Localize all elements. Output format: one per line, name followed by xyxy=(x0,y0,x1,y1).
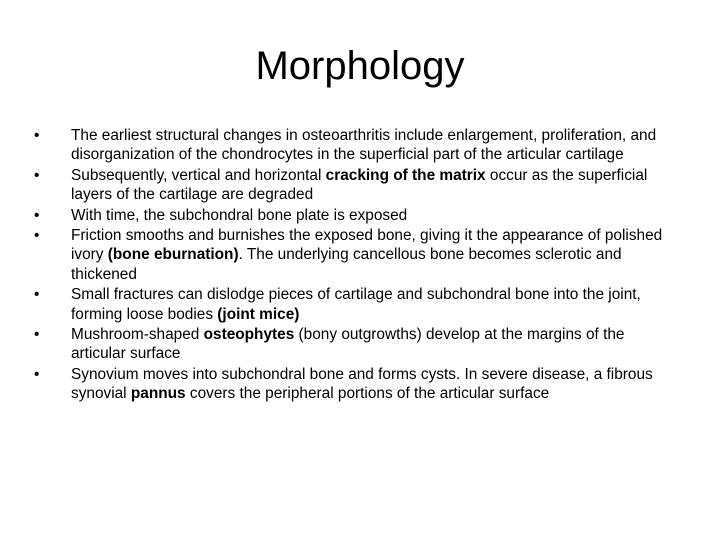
bullet-item xyxy=(34,285,674,324)
bullet-text: occur as the superficial layers of the cartilage are degraded xyxy=(71,166,648,204)
bullet-item xyxy=(34,206,674,225)
bullet-bold-text: (joint mice) xyxy=(217,305,300,323)
bullet-item xyxy=(34,166,674,205)
bullet-text: Small fractures can dislodge pieces of cartilage and subchondral bone into the joint, forming loose bodies xyxy=(71,286,641,323)
bullet-bold-text: (bone eburnation) xyxy=(107,246,239,264)
bullet-marker: • xyxy=(34,127,40,144)
bullet-text: Synovium moves into subchondral bone and forms cysts. In severe disease, a fibrous synovial xyxy=(71,365,653,403)
bullet-marker: • xyxy=(34,365,40,383)
bullet-item xyxy=(34,325,674,364)
bullet-item xyxy=(34,126,674,165)
bullet-text: covers the peripheral portions of the articular surface xyxy=(185,385,550,403)
bullet-text: Subsequently, vertical and horizontal xyxy=(71,166,326,184)
bullet-bold-text: pannus xyxy=(130,385,186,403)
bullet-bold-text: osteophytes xyxy=(203,326,295,344)
bullet-marker: • xyxy=(34,227,40,245)
bullet-text: With time, the subchondral bone plate is exposed xyxy=(71,206,408,224)
bullet-marker: • xyxy=(34,286,40,304)
bullet-text: . The underlying cancellous bone becomes sclerotic and thickened xyxy=(71,246,622,283)
bullet-marker: • xyxy=(34,326,40,344)
bullet-text: (bony outgrowths) develop at the margins of the articular surface xyxy=(71,326,625,363)
bullet-list xyxy=(34,126,674,405)
bullet-item xyxy=(34,365,674,404)
bullet-text: The earliest structural changes in osteoarthritis include enlargement, proliferation, and disorganization of the chondrocytes in the superficial part of the articular cartilage xyxy=(71,127,657,164)
bullet-marker: • xyxy=(34,206,40,224)
bullet-bold-text: cracking of the matrix xyxy=(325,166,486,184)
bullet-text: Friction smooths and burnishes the exposed bone, giving it the appearance of polished ivory xyxy=(71,227,663,264)
bullet-item xyxy=(34,226,674,284)
slide-title: Morphology xyxy=(255,44,465,88)
bullet-marker: • xyxy=(34,166,40,184)
bullet-text: Mushroom-shaped xyxy=(71,326,204,344)
